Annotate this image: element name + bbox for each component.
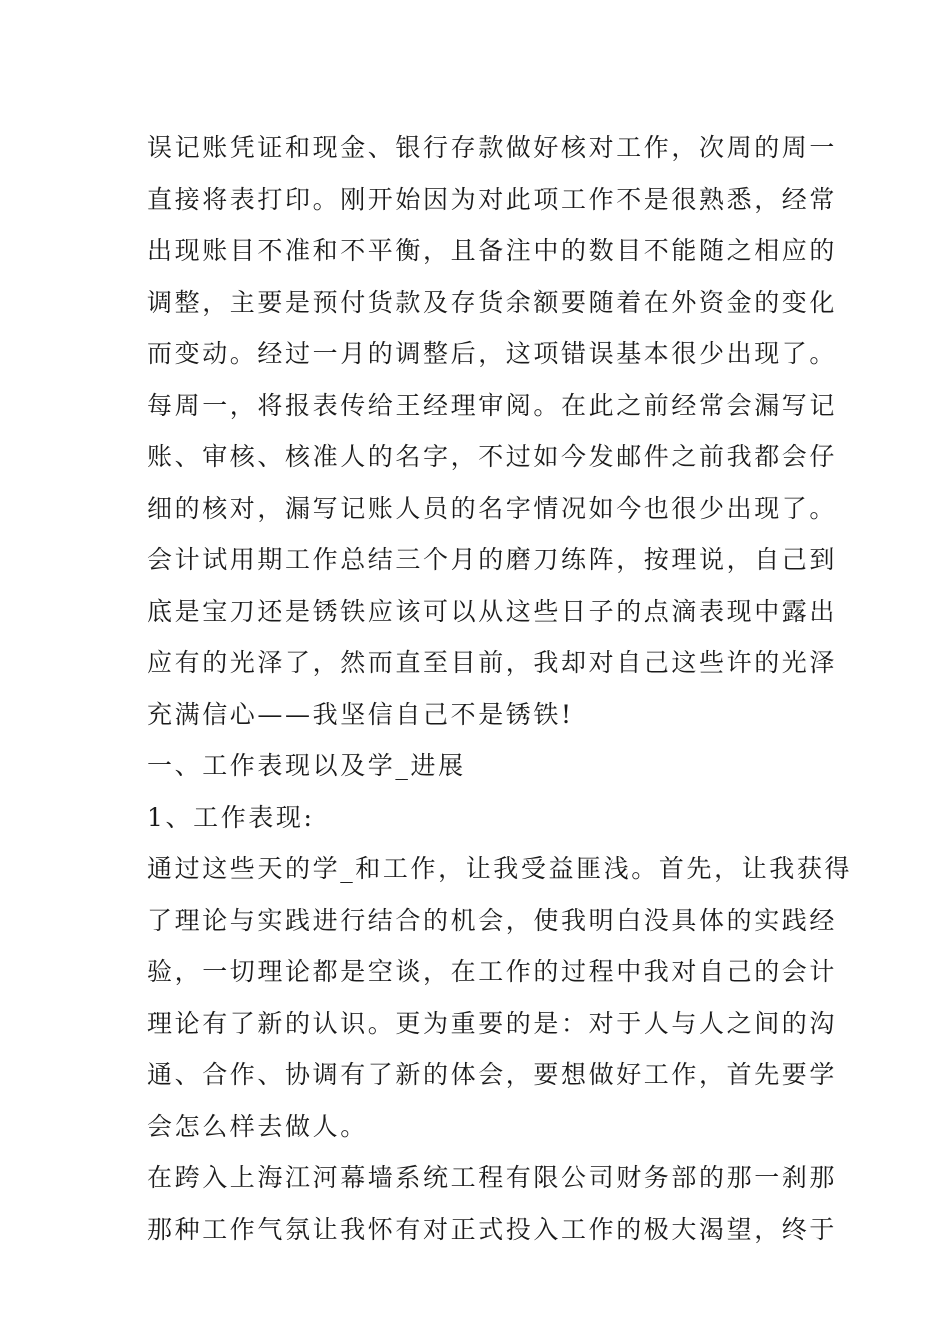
text-line: 每周一，将报表传给王经理审阅。在此之前经常会漏写记 <box>147 390 838 420</box>
text-line: 底是宝刀还是锈铁应该可以从这些日子的点滴表现中露出 <box>147 596 838 626</box>
text-line: 那种工作气氛让我怀有对正式投入工作的极大渴望，终于 <box>147 1214 838 1244</box>
text-line: 会怎么样去做人。 <box>147 1111 368 1141</box>
text-line: 了理论与实践进行结合的机会，使我明白没具体的实践经 <box>147 905 838 935</box>
text-line: 在跨入上海江河幕墙系统工程有限公司财务部的那一刹那 <box>147 1163 838 1192</box>
text-line: 出现账目不准和不平衡，且备注中的数目不能随之相应的 <box>147 236 838 265</box>
text-line: 误记账凭证和现金、银行存款做好核对工作，次周的周一 <box>147 133 838 162</box>
section-heading: 一、工作表现以及学_进展 <box>147 751 466 780</box>
text-line: 通过这些天的学_和工作，让我受益匪浅。首先，让我获得 <box>147 854 853 883</box>
text-line: 充满信心——我坚信自己不是锈铁! <box>147 699 574 729</box>
text-line: 理论有了新的认识。更为重要的是：对于人与人之间的沟 <box>147 1008 838 1038</box>
text-line: 而变动。经过一月的调整后，这项错误基本很少出现了。 <box>147 339 838 368</box>
text-line: 细的核对，漏写记账人员的名字情况如今也很少出现了。 <box>147 493 838 523</box>
text-line: 调整，主要是预付货款及存货余额要随着在外资金的变化 <box>147 287 838 317</box>
text-line: 应有的光泽了，然而直至目前，我却对自己这些许的光泽 <box>147 648 838 677</box>
text-line: 验，一切理论都是空谈，在工作的过程中我对自己的会计 <box>147 957 838 986</box>
document-body <box>147 122 853 1255</box>
text-line: 直接将表打印。刚开始因为对此项工作不是很熟悉，经常 <box>147 184 838 214</box>
text-line: 账、审核、核准人的名字，不过如今发邮件之前我都会仔 <box>147 442 838 471</box>
text-line: 会计试用期工作总结三个月的磨刀练阵，按理说，自己到 <box>147 545 838 574</box>
subsection-heading: 1、工作表现: <box>147 802 315 832</box>
text-line: 通、合作、协调有了新的体会，要想做好工作，首先要学 <box>147 1060 838 1089</box>
